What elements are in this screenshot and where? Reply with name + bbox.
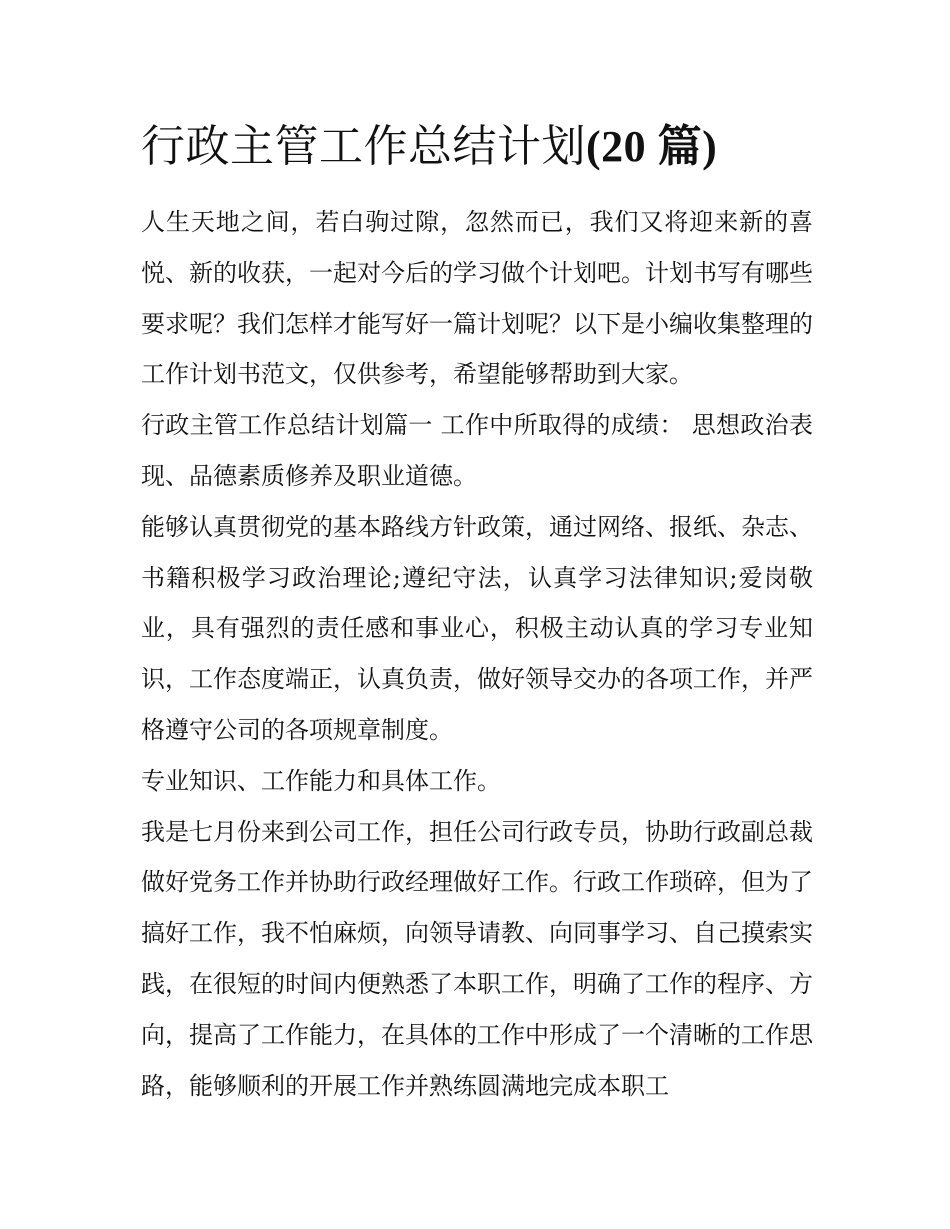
paragraph-subheading: 专业知识、工作能力和具体工作。	[141, 766, 501, 795]
paragraph-section-heading: 行政主管工作总结计划篇一 工作中所取得的成绩： 思想政治表现、品德素质修养及职业道德。	[141, 411, 813, 490]
paragraph-political-performance: 能够认真贯彻党的基本路线方针政策，通过网络、报纸、杂志、书籍积极学习政治理论;遵纪守法，认真学习法律知识;爱岗敬业，具有强烈的责任感和事业心，积极主动认真的学习专业知识，工作态度端正，认真负责，做好领导交办的各项工作，并严格遵守公司的各项规章制度。	[141, 512, 813, 744]
title-number: 20	[601, 122, 647, 171]
document-body	[141, 197, 813, 1111]
document-title	[141, 112, 841, 182]
paragraph-intro: 人生天地之间，若白驹过隙，忽然而已，我们又将迎来新的喜悦、新的收获，一起对今后的学习做个计划吧。计划书写有哪些要求呢？我们怎样才能写好一篇计划呢？以下是小编收集整理的工作计划书范文，仅供参考，希望能够帮助到大家。	[141, 208, 813, 389]
title-paren-open: (	[586, 122, 602, 171]
title-text: 行政主管工作总结计划	[141, 121, 586, 172]
title-suffix: 篇)	[646, 122, 718, 171]
paragraph-work-description: 我是七月份来到公司工作，担任公司行政专员，协助行政副总裁做好党务工作并协助行政经理做好工作。行政工作琐碎，但为了搞好工作，我不怕麻烦，向领导请教、向同事学习、自己摸索实践，在很短的时间内便熟悉了本职工作，明确了工作的程序、方向，提高了工作能力，在具体的工作中形成了一个清晰的工作思路，能够顺利的开展工作并熟练圆满地完成本职工	[141, 817, 813, 1100]
